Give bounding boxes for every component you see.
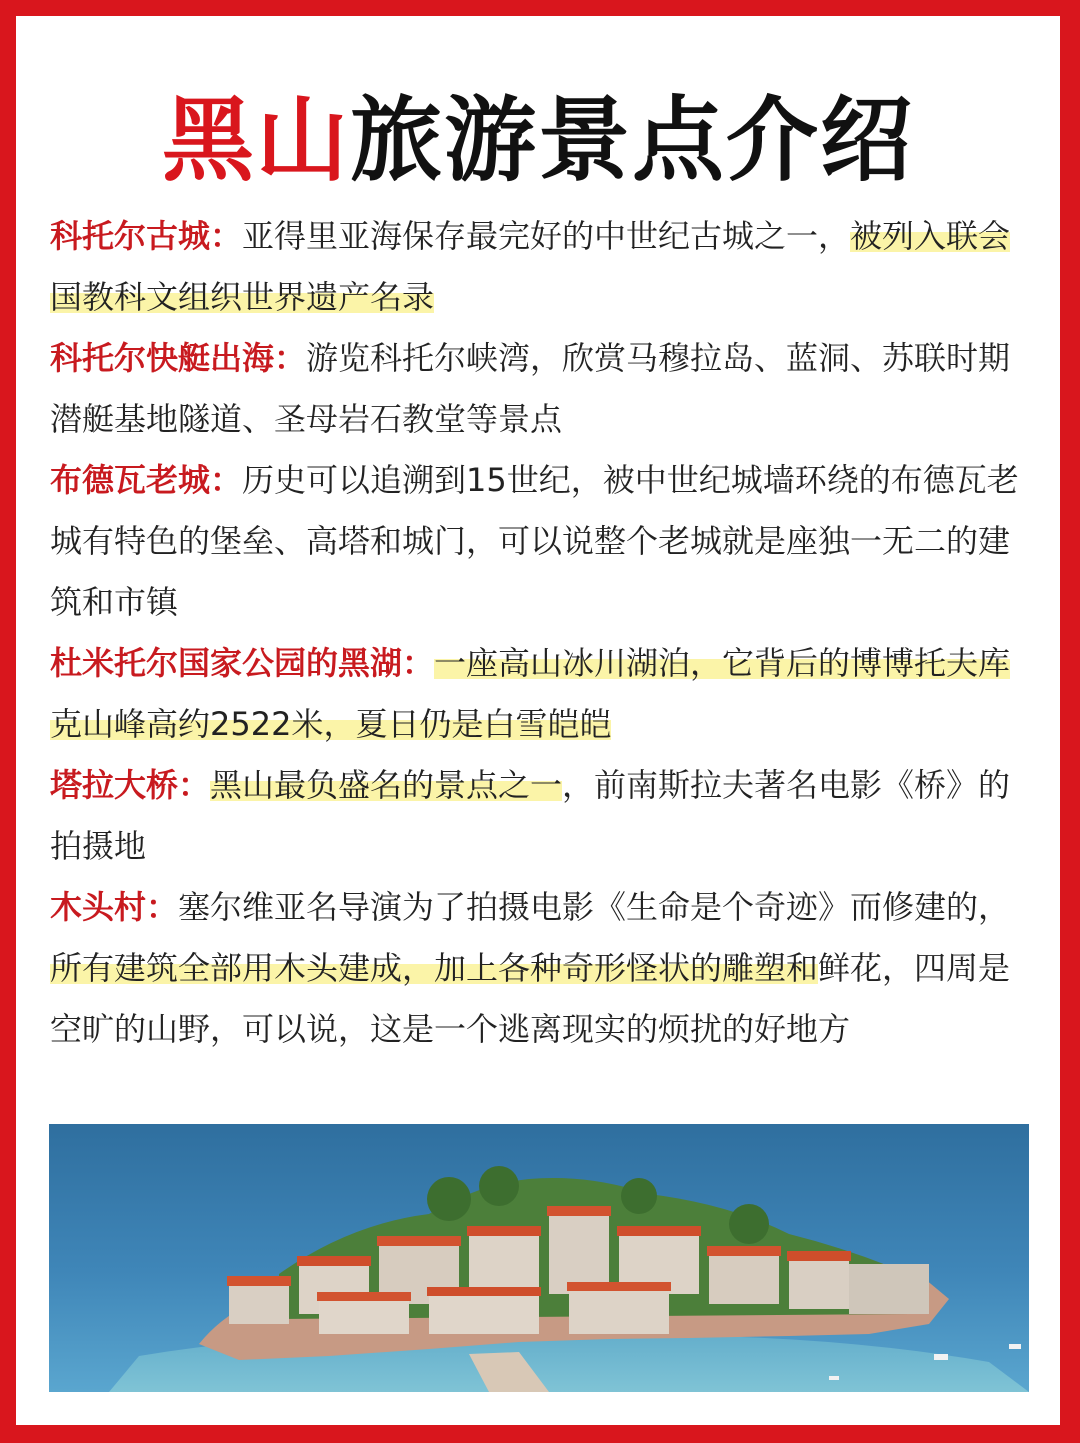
entry-label: 木头村：	[50, 888, 179, 926]
tree	[479, 1166, 519, 1206]
entry-label: 科托尔古城：	[50, 217, 243, 255]
tree	[729, 1204, 769, 1244]
boat	[934, 1354, 948, 1360]
entry-label: 布德瓦老城：	[50, 461, 243, 499]
entry-black-lake	[50, 633, 1030, 755]
entry-budva-old-town	[50, 450, 1030, 633]
entry-text: 游览科托尔峡湾，欣赏马穆拉岛、蓝洞、苏联时期潜艇基地隧道、圣母岩石教堂等景点	[50, 339, 1011, 438]
entry-kotor-speedboat	[50, 328, 1030, 450]
title-black-part: 旅游景点介绍	[350, 87, 915, 194]
page-title	[16, 86, 1060, 196]
content-card	[16, 16, 1060, 1425]
entry-text: 亚得里亚海保存最完好的中世纪古城之一，	[242, 217, 851, 255]
entry-tail: ，前南斯拉夫著名电影《桥》的拍摄地	[50, 766, 1011, 865]
attractions-list	[50, 206, 1030, 1060]
entry-tail: 鲜花，四周是空旷的山野，可以说，这是一个逃离现实的烦扰的好地方	[50, 949, 1011, 1048]
tree	[427, 1177, 471, 1221]
boat	[829, 1376, 839, 1380]
boat	[1009, 1344, 1021, 1349]
entry-highlight: 一座高山冰川湖泊，它背后的博博托夫库克山峰高约2522米，夏日仍是白雪皑皑	[50, 644, 1011, 743]
title-red-part: 黑山	[161, 87, 350, 194]
entry-tara-bridge	[50, 755, 1030, 877]
entry-highlight: 所有建筑全部用木头建成，加上各种奇形怪状的雕塑和	[50, 949, 819, 987]
entry-kotor-old-town	[50, 206, 1030, 328]
entry-wooden-village	[50, 877, 1030, 1060]
tree	[621, 1178, 657, 1214]
entry-text: 历史可以追溯到15世纪，被中世纪城墙环绕的布德瓦老城有特色的堡垒、高塔和城门，可以说整个老城就是座独一无二的建筑和市镇	[50, 461, 1019, 621]
entry-highlight: 黑山最负盛名的景点之一	[210, 766, 563, 804]
island-illustration	[49, 1124, 1029, 1392]
entry-label: 塔拉大桥：	[50, 766, 211, 804]
entry-label: 科托尔快艇出海：	[50, 339, 307, 377]
island-village-photo	[49, 1124, 1029, 1392]
entry-label: 杜米托尔国家公园的黑湖：	[50, 644, 435, 682]
entry-text: 塞尔维亚名导演为了拍摄电影《生命是个奇迹》而修建的，	[178, 888, 1011, 926]
entry-highlight: 被列入联会国教科文组织世界遗产名录	[50, 217, 1011, 316]
